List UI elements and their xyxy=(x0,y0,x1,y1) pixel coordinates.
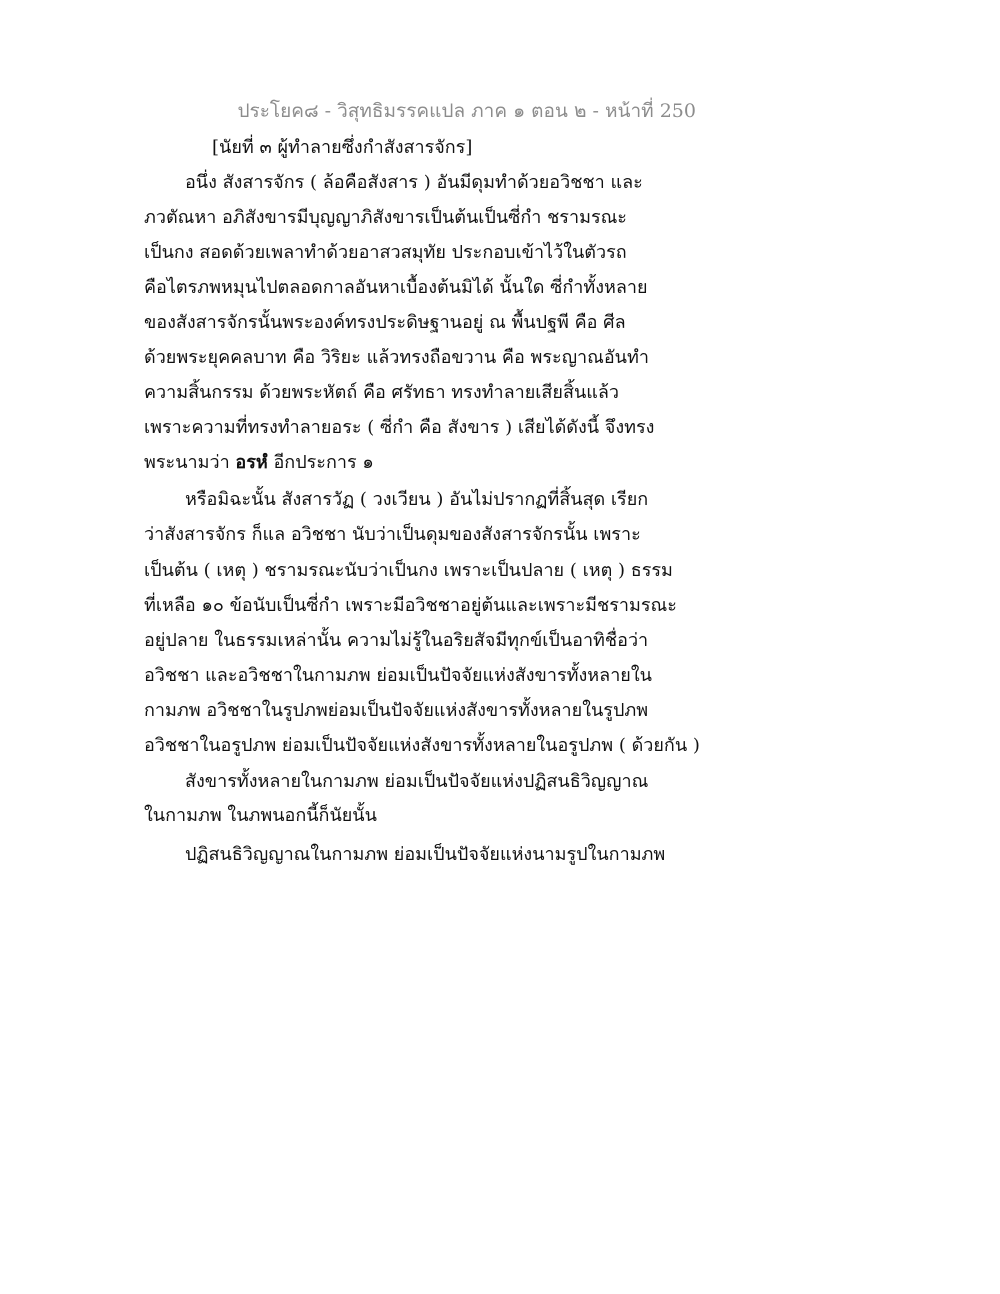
paragraph-line: ด้วยพระยุคคลบาท คือ วิริยะ แล้วทรงถือขวาน คือ พระญาณอันทำ xyxy=(144,347,649,368)
paragraph-line: ที่เหลือ ๑๐ ข้อนับเป็นซี่กำ เพราะมีอวิชชาอยู่ต้นและเพราะมีชรามรณะ xyxy=(144,595,677,616)
paragraph-line: กามภพ อวิชชาในรูปภพย่อมเป็นปัจจัยแห่งสังขารทั้งหลายในรูปภพ xyxy=(144,700,649,721)
paragraph-line: อยู่ปลาย ในธรรมเหล่านั้น ความไม่รู้ในอริยสัจมีทุกข์เป็นอาทิชื่อว่า xyxy=(144,630,649,651)
arahant-pre-text: พระนามว่า xyxy=(144,452,236,473)
paragraph-line: ภวตัณหา อภิสังขารมีบุญญาภิสังขารเป็นต้นเป็นซี่กำ ชรามรณะ xyxy=(144,207,627,228)
paragraph-line: เป็นต้น ( เหตุ ) ชรามรณะนับว่าเป็นกง เพราะเป็นปลาย ( เหตุ ) ธรรม xyxy=(144,560,673,581)
arahant-term: อรหํ xyxy=(235,452,268,473)
paragraph-line: ว่าสังสารจักร ก็แล อวิชชา นับว่าเป็นดุมของสังสารจักรนั้น เพราะ xyxy=(144,524,641,545)
page-header: ประโยค๘ - วิสุทธิมรรคแปล ภาค ๑ ตอน ๒ - หน้าที่ 250 xyxy=(237,100,696,122)
paragraph-line: เพราะความที่ทรงทำลายอระ ( ซี่กำ คือ สังขาร ) เสียได้ดังนี้ จึงทรง xyxy=(144,417,655,438)
paragraph-line: ปฏิสนธิวิญญาณในกามภพ ย่อมเป็นปัจจัยแห่งนามรูปในกามภพ xyxy=(185,844,666,865)
paragraph-line: สังขารทั้งหลายในกามภพ ย่อมเป็นปัจจัยแห่งปฏิสนธิวิญญาณ xyxy=(185,771,649,792)
paragraph-line-arahant xyxy=(144,448,374,478)
paragraph-line: ความสิ้นกรรม ด้วยพระหัตถ์ คือ ศรัทธา ทรงทำลายเสียสิ้นแล้ว xyxy=(144,382,619,403)
arahant-post-text: อีกประการ ๑ xyxy=(267,452,374,473)
paragraph-line: อนึ่ง สังสารจักร ( ล้อคือสังสาร ) อันมีดุมทำด้วยอวิชชา และ xyxy=(185,172,643,193)
paragraph-line: ในกามภพ ในภพนอกนี้ก็นัยนั้น xyxy=(144,805,377,826)
paragraph-line: หรือมิฉะนั้น สังสารวัฏ ( วงเวียน ) อันไม่ปรากฏที่สิ้นสุด เรียก xyxy=(185,489,649,510)
section-heading: [นัยที่ ๓ ผู้ทำลายซึ่งกำสังสารจักร] xyxy=(212,137,473,158)
paragraph-line: อวิชชา และอวิชชาในกามภพ ย่อมเป็นปัจจัยแห่งสังขารทั้งหลายใน xyxy=(144,665,652,686)
paragraph-line: เป็นกง สอดด้วยเพลาทำด้วยอาสวสมุทัย ประกอบเข้าไว้ในตัวรถ xyxy=(144,242,627,263)
paragraph-line: คือไตรภพหมุนไปตลอดกาลอันหาเบื้องต้นมิได้ นั้นใด ซี่กำทั้งหลาย xyxy=(144,277,648,298)
paragraph-line: อวิชชาในอรูปภพ ย่อมเป็นปัจจัยแห่งสังขารทั้งหลายในอรูปภพ ( ด้วยกัน ) xyxy=(144,735,700,756)
paragraph-line: ของสังสารจักรนั้นพระองค์ทรงประดิษฐานอยู่ ณ พื้นปฐพี คือ ศีล xyxy=(144,312,626,333)
